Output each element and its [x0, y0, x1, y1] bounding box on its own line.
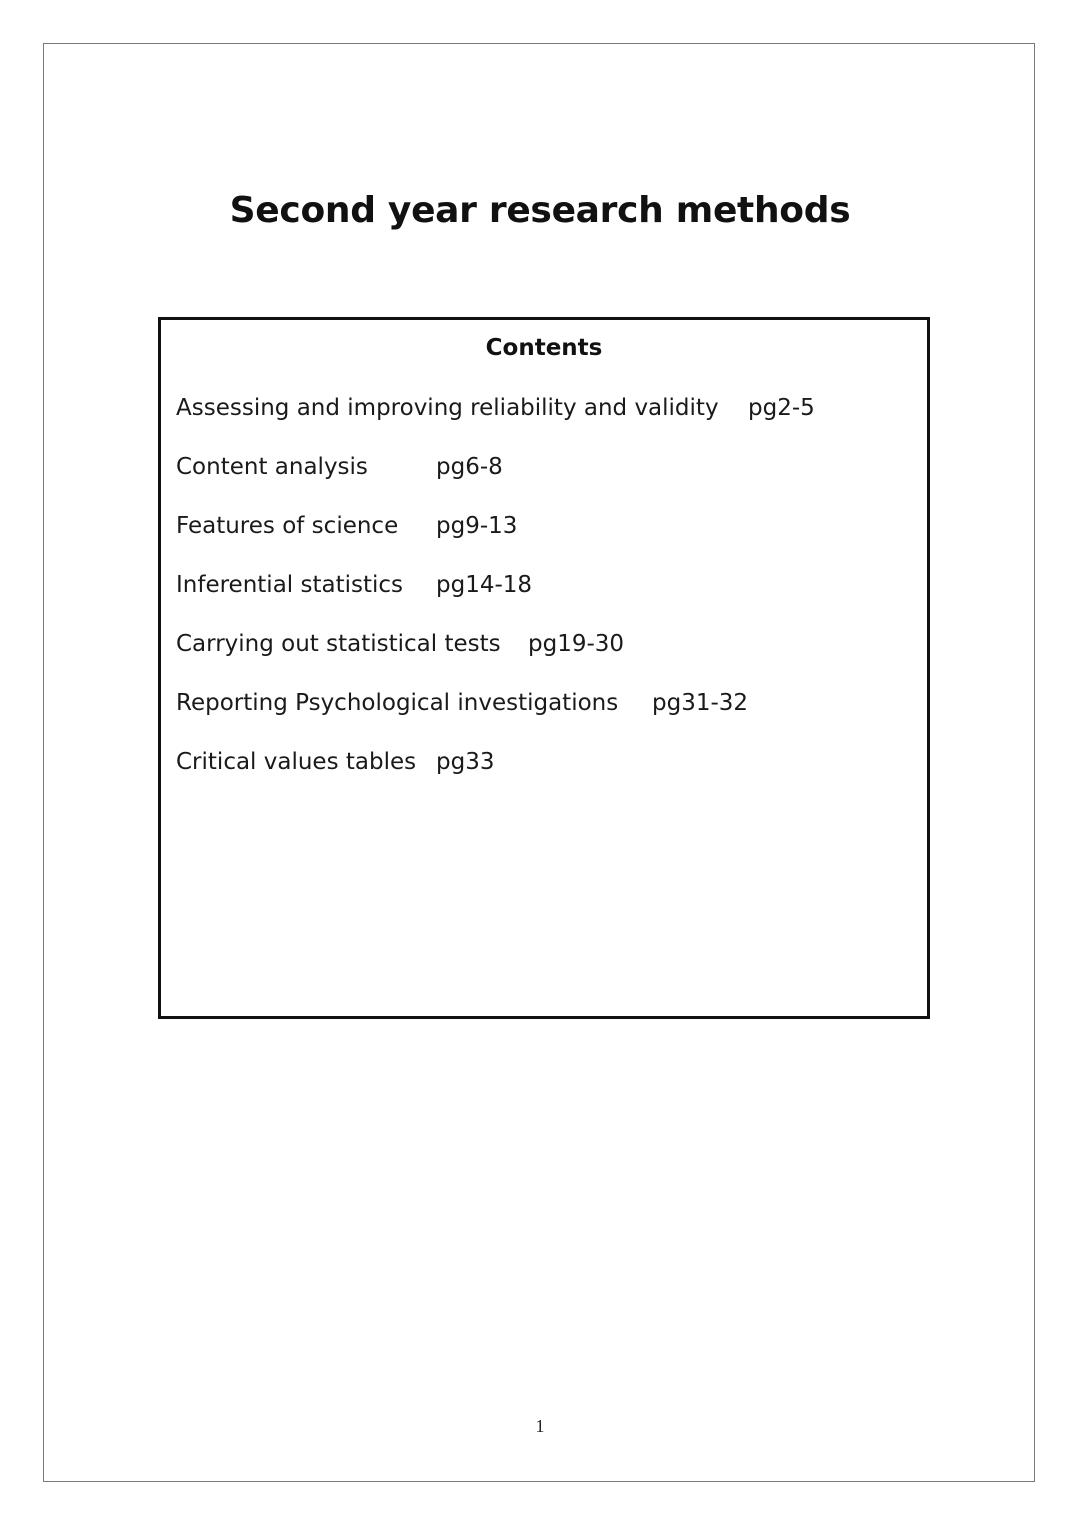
toc-entry-title: Content analysis	[176, 454, 368, 480]
toc-entry-title: Inferential statistics	[176, 572, 404, 598]
toc-entry-title: Critical values tables	[176, 749, 417, 775]
toc-entry-pages: pg6-8	[436, 454, 503, 480]
toc-entry-title: Assessing and improving reliability and validity	[176, 395, 719, 421]
toc-entry-pages: pg31-32	[652, 690, 749, 716]
toc-entry-title: Features of science	[176, 513, 399, 539]
toc-entry-pages: pg33	[436, 749, 495, 775]
page-number: 1	[535, 1416, 545, 1436]
contents-heading: Contents	[485, 335, 603, 361]
toc-entry-pages: pg9-13	[436, 513, 518, 539]
toc-entry-pages: pg19-30	[528, 631, 625, 657]
toc-entry-title: Carrying out statistical tests	[176, 631, 501, 657]
contents-box	[158, 317, 930, 1019]
toc-entry-title: Reporting Psychological investigations	[176, 690, 619, 716]
document-title: Second year research methods	[229, 190, 851, 231]
toc-entry-pages: pg14-18	[436, 572, 533, 598]
toc-entry-pages: pg2-5	[748, 395, 815, 421]
